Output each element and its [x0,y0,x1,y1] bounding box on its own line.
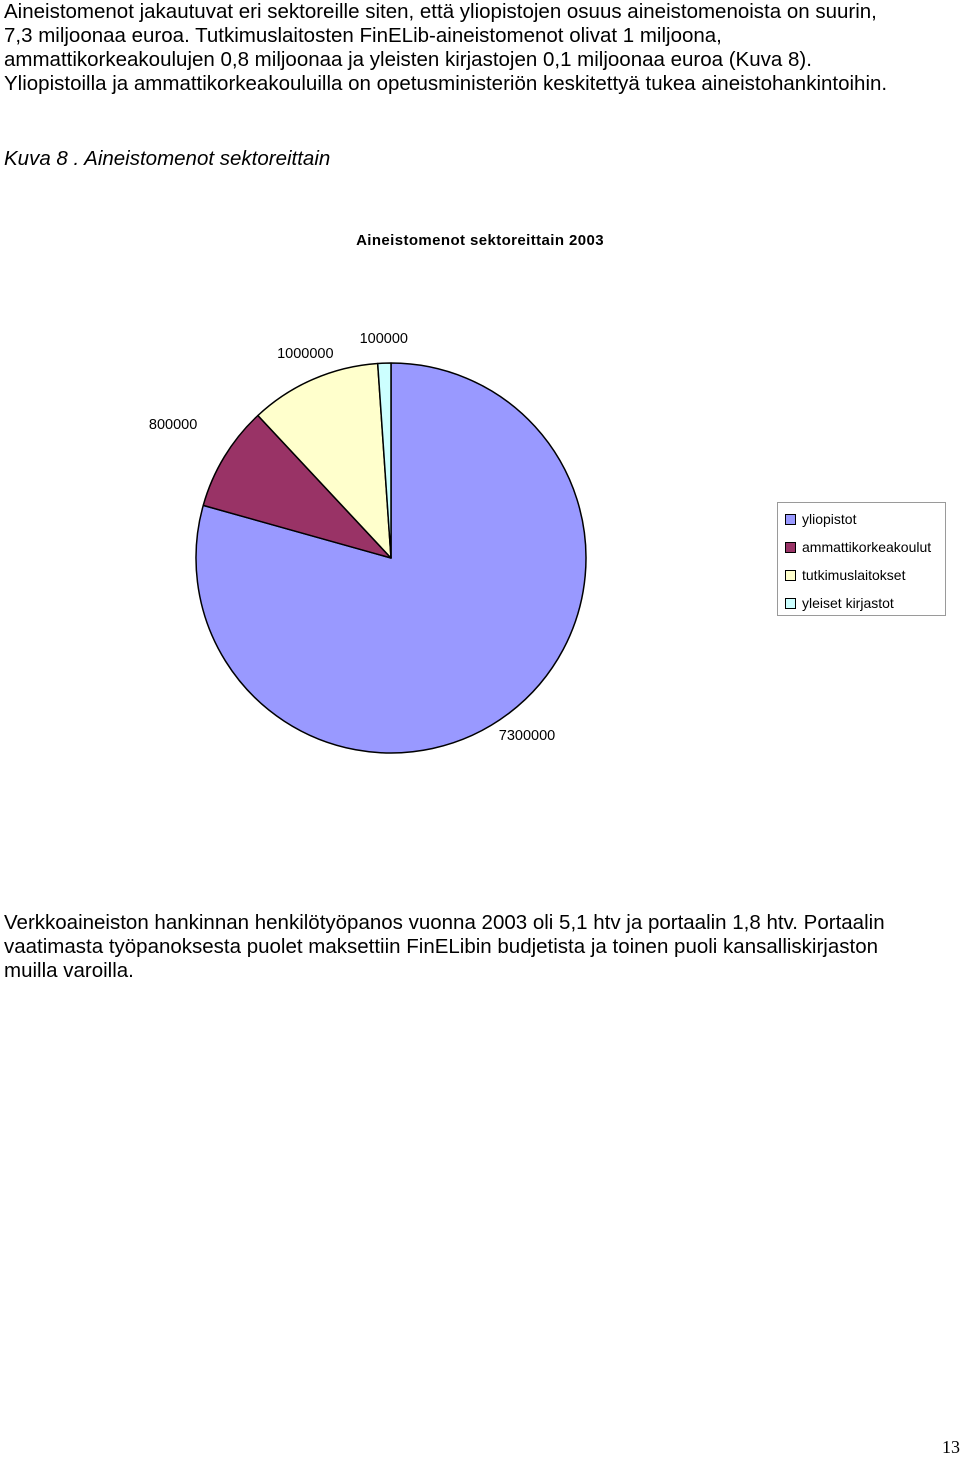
legend-swatch [785,542,796,553]
page-number: 13 [942,1437,960,1457]
pie-data-label: 1000000 [277,345,334,362]
intro-line: Aineistomenot jakautuvat eri sektoreille siten, että yliopistojen osuus aineistomenoista on suurin, [4,0,877,23]
intro-line: 7,3 miljoonaa euroa. Tutkimuslaitosten FinELib-aineistomenot olivat 1 miljoona, [4,24,722,47]
legend-label: yleiset kirjastot [802,595,894,611]
outro-line: vaatimasta työpanoksesta puolet maksettiin FinELibin budjetista ja toinen puoli kansalliskirjaston [4,935,879,958]
chart-legend [777,502,946,616]
intro-line: Yliopistoilla ja ammattikorkeakouluilla on opetusministeriön keskitettyä tukea aineistohankintoihin. [4,72,888,95]
pie-data-label: 100000 [359,331,408,348]
pie-data-label: 800000 [148,416,198,433]
legend-label: ammattikorkeakoulut [802,539,932,555]
legend-item-ammattikorkeakoulut [785,538,931,556]
legend-item-yleiset-kirjastot [785,594,894,612]
pie-data-label: 7300000 [498,728,556,745]
legend-label: yliopistot [802,511,857,527]
legend-swatch [785,598,796,609]
legend-item-yliopistot [785,510,856,528]
legend-swatch [785,570,796,581]
outro-line: Verkkoaineiston hankinnan henkilötyöpanos vuonna 2003 oli 5,1 htv ja portaalin 1,8 htv. Portaalin [4,911,885,934]
legend-item-tutkimuslaitokset [785,566,905,584]
legend-swatch [785,514,796,525]
intro-line: ammattikorkeakoulujen 0,8 miljoonaa ja yleisten kirjastojen 0,1 miljoonaa euroa (Kuva 8). [4,48,812,71]
outro-paragraph [4,911,956,983]
legend-label: tutkimuslaitokset [802,567,906,583]
outro-line: muilla varoilla. [4,959,134,982]
chart-title: Aineistomenot sektoreittain 2003 [356,232,604,249]
figure-caption: Kuva 8 . Aineistomenot sektoreittain [4,147,331,170]
